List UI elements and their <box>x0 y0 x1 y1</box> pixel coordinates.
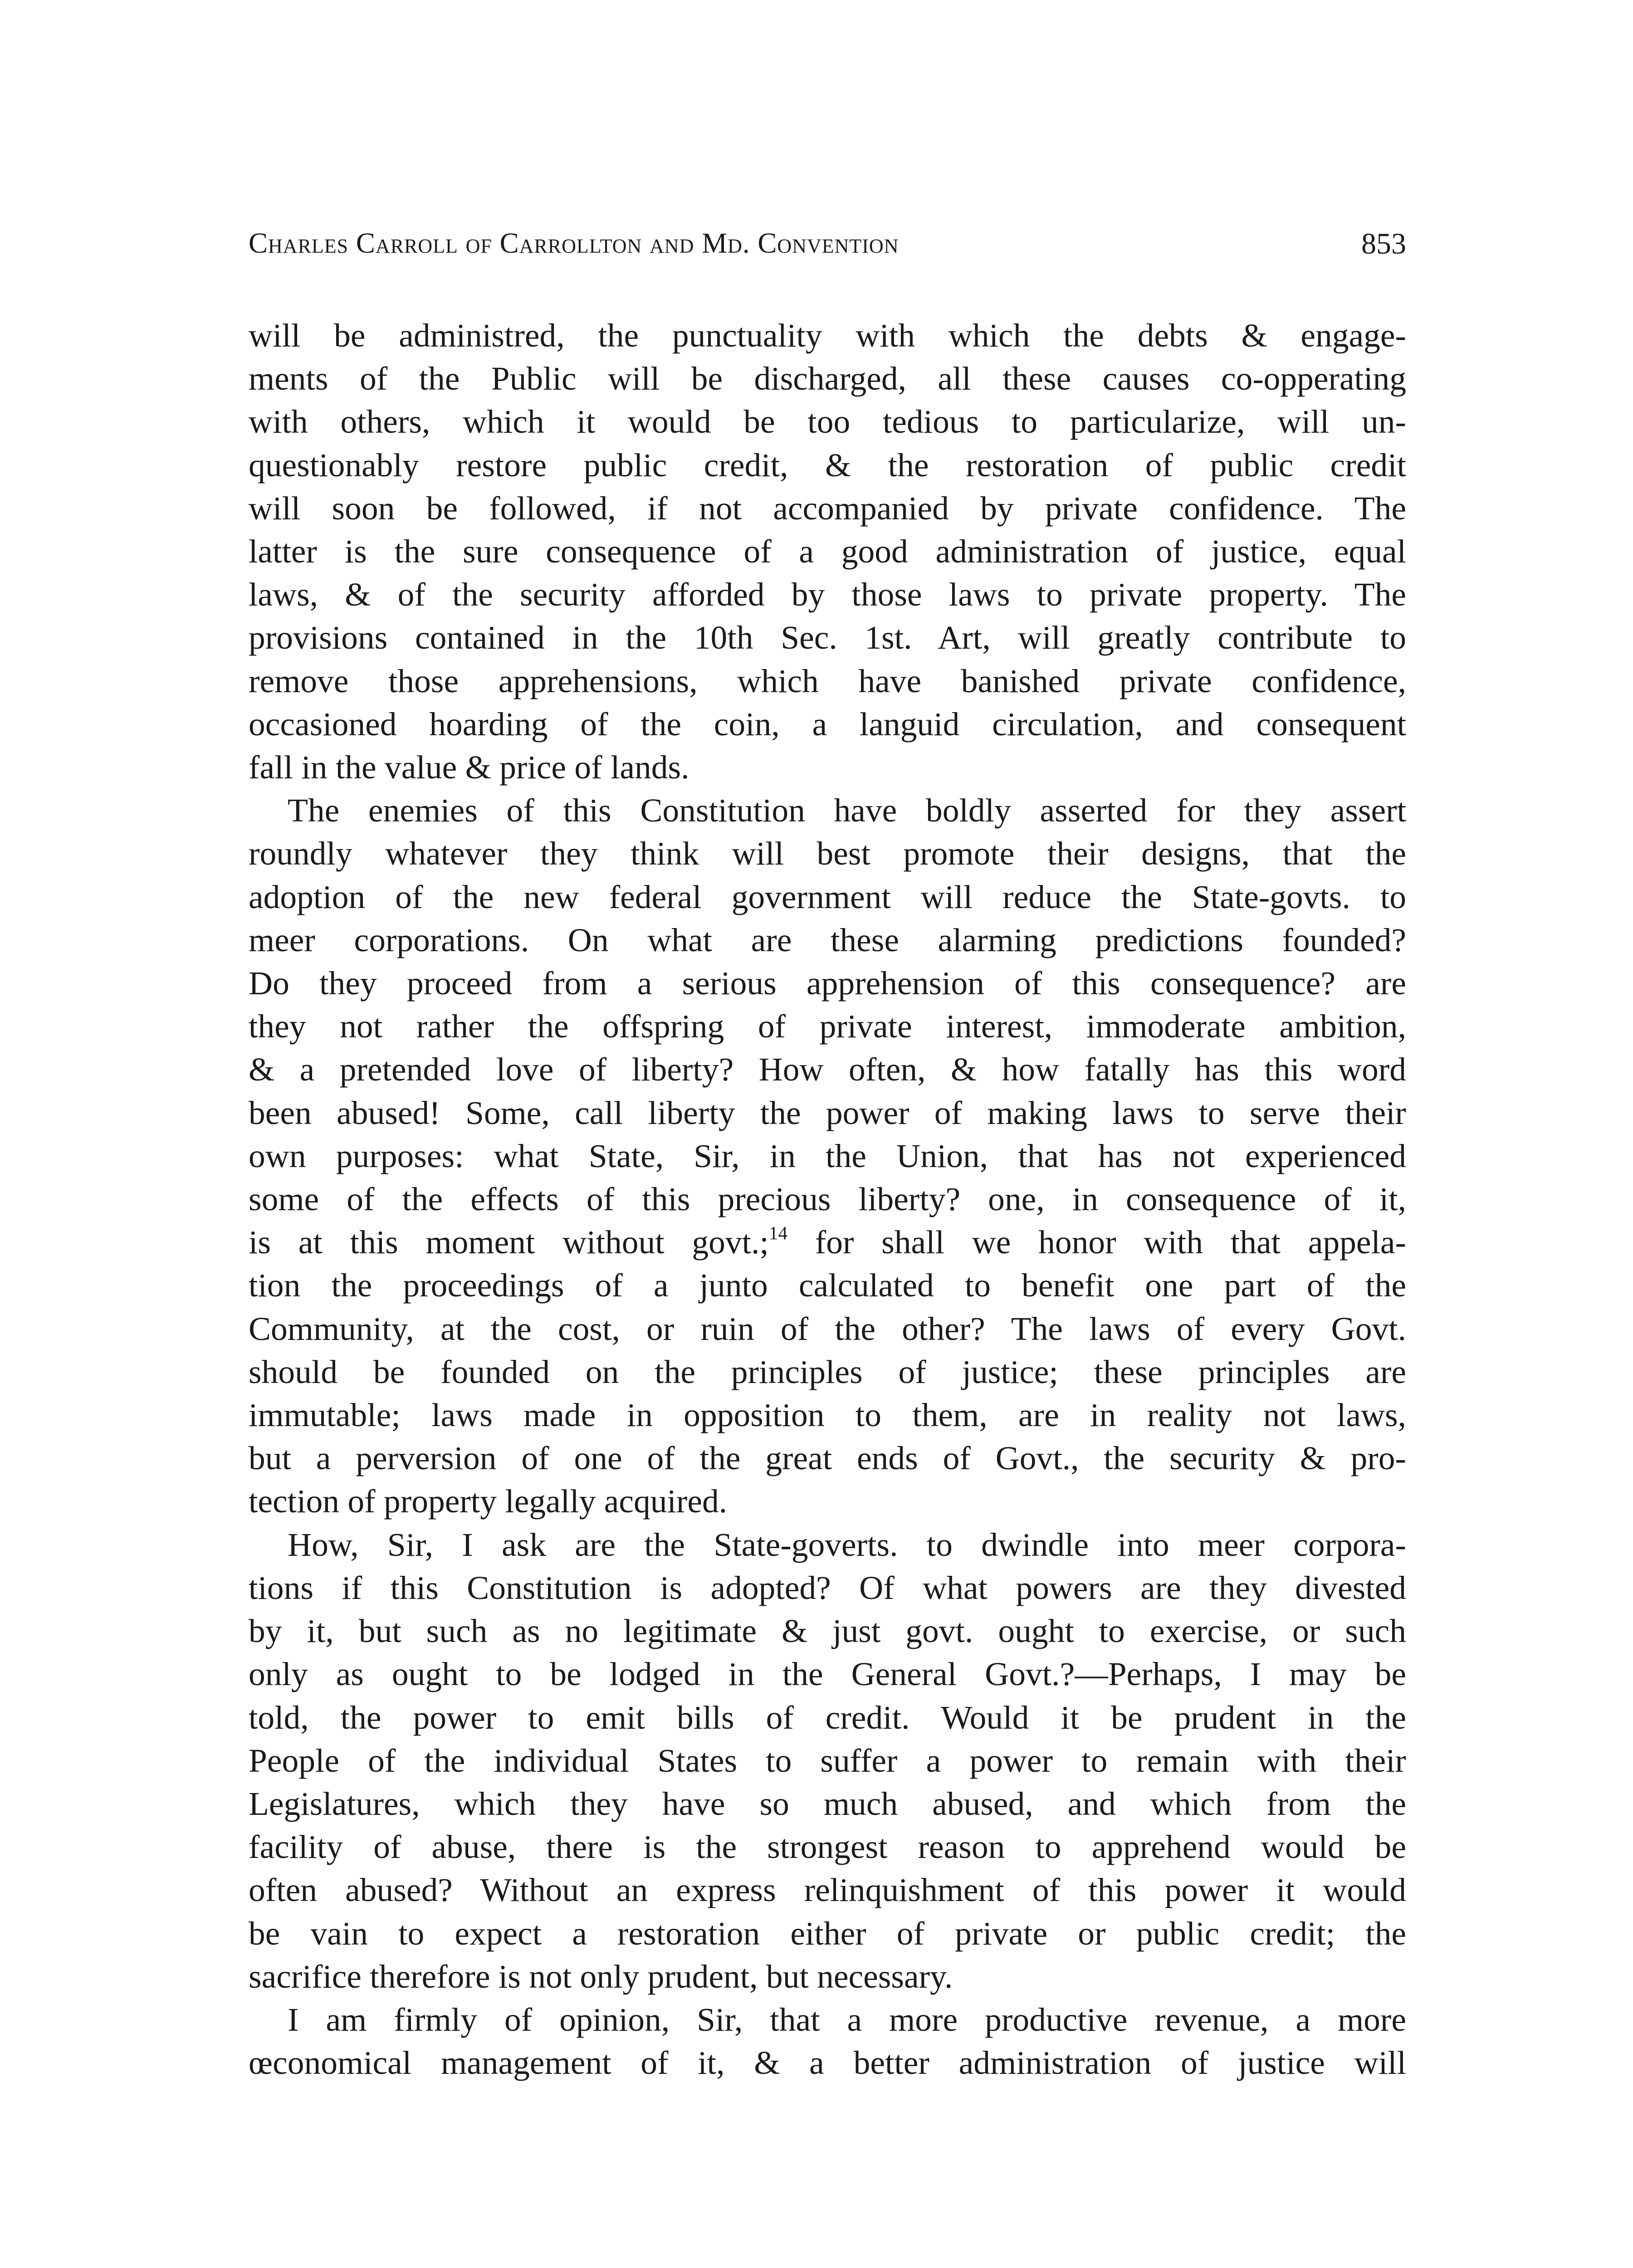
text-line: The enemies of this Constitution have boldly asserted for they assert <box>288 792 1406 829</box>
text-line: will soon be followed, if not accompanied by private confidence. The <box>249 489 1406 527</box>
text-line: I am firmly of opinion, Sir, that a more productive revenue, a more <box>288 2001 1406 2038</box>
text-line: often abused? Without an express relinquishment of this power it would <box>249 1872 1406 1909</box>
text-line: tection of property legally acquired. <box>249 1483 728 1520</box>
text-line: Do they proceed from a serious apprehension of this consequence? are <box>249 965 1406 1002</box>
text-line: only as ought to be lodged in the General Govt.?—Perhaps, I may be <box>249 1656 1406 1693</box>
text-line: & a pretended love of liberty? How often, & how fatally has this word <box>249 1051 1406 1088</box>
paragraph <box>249 314 1406 789</box>
text-line: own purposes: what State, Sir, in the Union, that has not experienced <box>249 1137 1406 1174</box>
text-line: told, the power to emit bills of credit. Would it be prudent in the <box>249 1699 1406 1736</box>
text-line: they not rather the offspring of private interest, immoderate ambition, <box>249 1008 1406 1045</box>
text-line <box>249 1221 1406 1264</box>
text-line: ments of the Public will be discharged, all these causes co-opperating <box>249 360 1406 397</box>
text-line: roundly whatever they think will best promote their designs, that the <box>249 835 1406 872</box>
text-line: adoption of the new federal government will reduce the State-govts. to <box>249 878 1406 915</box>
text-line: œconomical management of it, & a better administration of justice will <box>249 2044 1406 2082</box>
text-line: latter is the sure consequence of a good administration of justice, equal <box>249 533 1406 570</box>
text-line: questionably restore public credit, & the restoration of public credit <box>249 446 1406 484</box>
text-line: will be administred, the punctuality with which the debts & engage- <box>249 317 1406 354</box>
text-line: How, Sir, I ask are the State-goverts. to dwindle into meer corpora- <box>288 1526 1406 1563</box>
text-line: but a perversion of one of the great ends of Govt., the security & pro- <box>249 1440 1406 1477</box>
paragraph <box>249 789 1406 1523</box>
text-line: sacrifice therefore is not only prudent, but necessary. <box>249 1958 953 1995</box>
running-head <box>249 227 1406 268</box>
text-line: Legislatures, which they have so much abused, and which from the <box>249 1785 1406 1822</box>
page-number: 853 <box>1361 227 1406 260</box>
text-line: should be founded on the principles of justice; these principles are <box>249 1353 1406 1390</box>
text-line: by it, but such as no legitimate & just govt. ought to exercise, or such <box>249 1613 1406 1650</box>
text-line: some of the effects of this precious liberty? one, in consequence of it, <box>249 1181 1406 1218</box>
text-line: meer corporations. On what are these alarming predictions founded? <box>249 921 1406 958</box>
text-line: been abused! Some, call liberty the power of making laws to serve their <box>249 1094 1406 1131</box>
text-segment: for shall we honor with that appela- <box>787 1224 1406 1261</box>
text-line: immutable; laws made in opposition to them, are in reality not laws, <box>249 1397 1406 1434</box>
text-line: fall in the value & price of lands. <box>249 749 689 786</box>
text-line: People of the individual States to suffer a power to remain with their <box>249 1742 1406 1779</box>
text-line: occasioned hoarding of the coin, a languid circulation, and consequent <box>249 705 1406 743</box>
text-line: tions if this Constitution is adopted? Of what powers are they divested <box>249 1569 1406 1606</box>
paragraph <box>249 1523 1406 1998</box>
running-title: Charles Carroll of Carrollton and Md. Convention <box>249 227 899 259</box>
text-line: with others, which it would be too tedious to particularize, will un- <box>249 403 1406 440</box>
body-text <box>249 314 1406 2084</box>
footnote-reference: 14 <box>768 1222 788 1244</box>
text-line: be vain to expect a restoration either of private or public credit; the <box>249 1915 1406 1952</box>
text-line: facility of abuse, there is the strongest reason to apprehend would be <box>249 1828 1406 1866</box>
text-line: remove those apprehensions, which have banished private confidence, <box>249 662 1406 699</box>
text-line: provisions contained in the 10th Sec. 1st. Art, will greatly contribute to <box>249 619 1406 656</box>
text-line: laws, & of the security afforded by those laws to private property. The <box>249 576 1406 613</box>
text-segment: is at this moment without govt.; <box>249 1224 769 1261</box>
text-line: tion the proceedings of a junto calculated to benefit one part of the <box>249 1267 1406 1304</box>
text-line: Community, at the cost, or ruin of the other? The laws of every Govt. <box>249 1310 1406 1347</box>
paragraph <box>249 1998 1406 2084</box>
